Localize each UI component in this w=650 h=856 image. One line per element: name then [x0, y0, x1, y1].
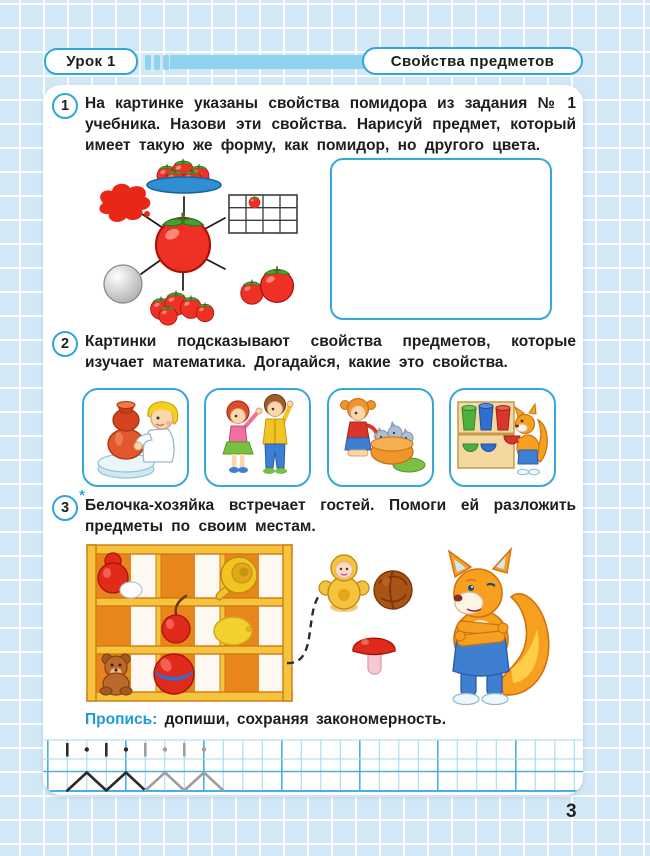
asterisk-marker: *: [79, 487, 85, 504]
picture-shape-pottery: [82, 388, 189, 487]
picture-size-height: [204, 388, 311, 487]
page-number: 3: [566, 801, 577, 822]
task-2-text: Картинки подсказывают свойства предметов, которые изучает математика. Догадайся, какие это свойства.: [85, 333, 576, 371]
dashed-connector-line: [287, 589, 326, 663]
task-2: [49, 331, 576, 373]
height-comparison-scene: [208, 392, 308, 484]
task-number: 3: [52, 495, 78, 521]
roly-poly-doll: [319, 555, 369, 612]
task-1-number-badge: [52, 93, 78, 119]
header-bar: [170, 55, 380, 69]
topic-label: Свойства предметов: [390, 52, 555, 70]
header-bar-segment: [145, 55, 151, 70]
handwriting-grid: [43, 735, 583, 795]
task-3-number-badge: [52, 487, 85, 521]
lesson-label: Урок 1: [66, 53, 116, 70]
propis-label: Пропись:: [85, 711, 158, 728]
walnut: [374, 571, 412, 609]
task-1: [49, 93, 576, 156]
task-number: 1: [52, 93, 78, 119]
red-color-splash: [99, 184, 150, 222]
squirrel: [449, 549, 549, 705]
property-pictures-row: [82, 388, 556, 487]
gray-sphere: [104, 265, 142, 303]
picture-quantity-kittens: [327, 388, 434, 487]
picture-color-buckets: [449, 388, 556, 487]
lemon: [214, 617, 252, 645]
task-1-text: На картинке указаны свойства помидора из задания № 1 учебника. Назови эти свойства. Нарисуй предмет, который имеет такую же форму, как помидор, но другого цвета.: [85, 95, 576, 154]
lesson-badge: [44, 48, 138, 75]
page-topic-badge: [362, 47, 583, 75]
small-and-large-tomato: [241, 266, 294, 304]
header-bar-segment: [154, 55, 160, 70]
mushroom: [353, 638, 395, 674]
color-buckets-scene: [452, 392, 552, 484]
center-tomato: [156, 213, 210, 272]
counting-kittens-scene: [330, 392, 430, 484]
content-panel: [43, 85, 583, 795]
tomato-count-grid: [229, 195, 297, 233]
task-2-number-badge: [52, 331, 78, 357]
header-bar-segment: [163, 55, 169, 70]
task-3: [49, 487, 576, 537]
drawing-area-box: [330, 158, 552, 320]
pottery-scene: [86, 392, 186, 484]
propis-text: допиши, сохраняя закономерность.: [164, 711, 447, 728]
tomato-bunch: [151, 291, 214, 326]
propis-line: [85, 711, 446, 729]
plate-of-tomatoes: [147, 159, 221, 193]
task-3-text: Белочка-хозяйка встречает гостей. Помоги ей разложить предметы по своим местам.: [85, 497, 576, 535]
tomato-properties-diagram: [79, 157, 315, 329]
squirrel-shelf-scene: [43, 543, 583, 708]
grid-cells: [43, 740, 583, 791]
task-number: 2: [52, 331, 78, 357]
striped-ball: [154, 654, 194, 694]
